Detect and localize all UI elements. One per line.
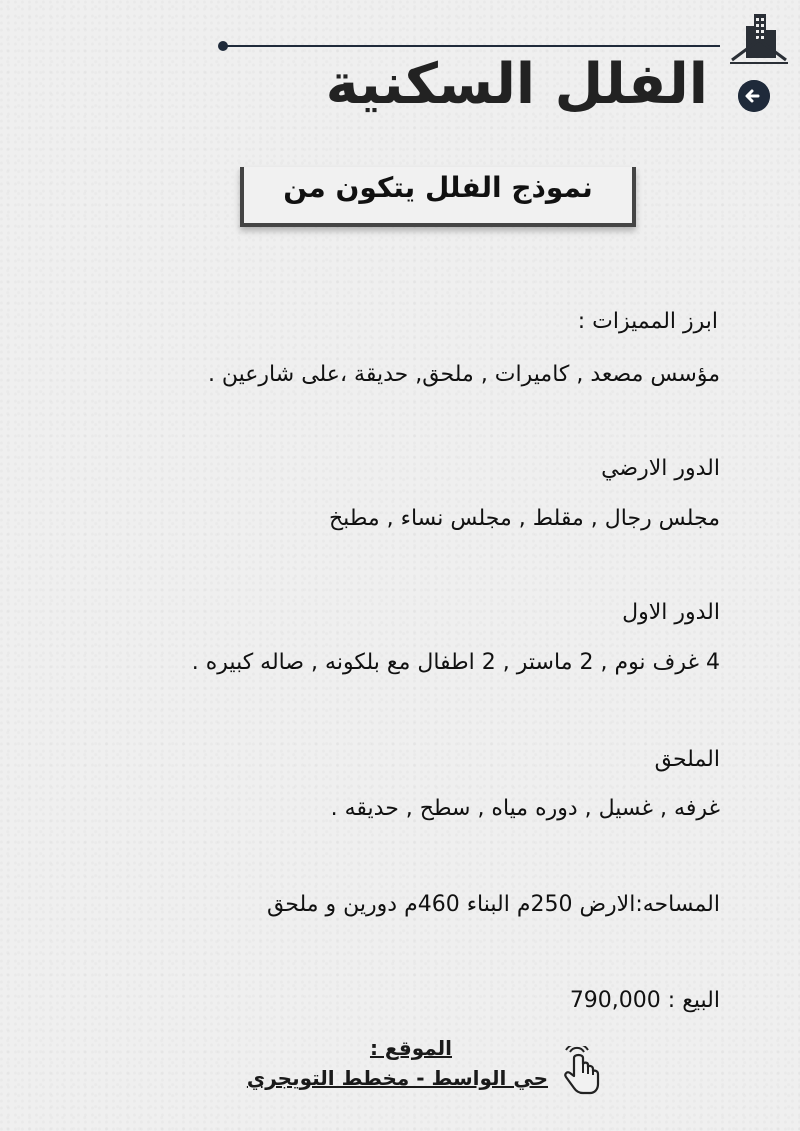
first-floor-heading: الدور الاول (622, 600, 720, 625)
first-floor-body (192, 650, 720, 675)
subtitle-banner (240, 167, 636, 227)
building-logo-icon (728, 10, 790, 72)
annex-text: غرفه , غسيل , دوره مياه , سطح , حديقه . (330, 796, 720, 821)
arrow-left-circle-icon[interactable] (738, 80, 770, 112)
ground-floor-text: مجلس رجال , مقلط , مجلس نساء , مطبخ (328, 506, 720, 531)
ground-floor-heading: الدور الارضي (601, 456, 720, 481)
subtitle: نموذج الفلل يتكون من (283, 171, 593, 204)
features-section (578, 309, 718, 334)
annex-heading: الملحق (654, 747, 720, 772)
first-floor-section (622, 600, 720, 625)
price-text: البيع : 790,000 (569, 988, 720, 1013)
first-floor-text: 4 غرف نوم , 2 ماستر , 2 اطفال مع بلكونه , صاله كبيره . (191, 650, 720, 675)
ground-floor-section (601, 456, 720, 481)
pointing-hand-icon (560, 1046, 602, 1096)
page-title: الفلل السكنية (325, 52, 708, 117)
annex-section (655, 747, 720, 772)
area-section (267, 892, 720, 917)
features-body (208, 362, 720, 387)
ground-floor-body (329, 506, 720, 531)
features-text: مؤسس مصعد , كاميرات , ملحق, حديقة ،على شارعين . (207, 362, 720, 387)
price-section (570, 988, 720, 1013)
location-link[interactable]: حي الواسط - مخطط التويجري (246, 1066, 548, 1090)
features-heading: ابرز المميزات : (577, 309, 718, 334)
header-divider (222, 45, 720, 47)
annex-body (331, 796, 720, 821)
location-label: الموقع : (369, 1036, 452, 1060)
area-text: المساحه:الارض 250م البناء 460م دورين و ملحق (266, 892, 720, 917)
